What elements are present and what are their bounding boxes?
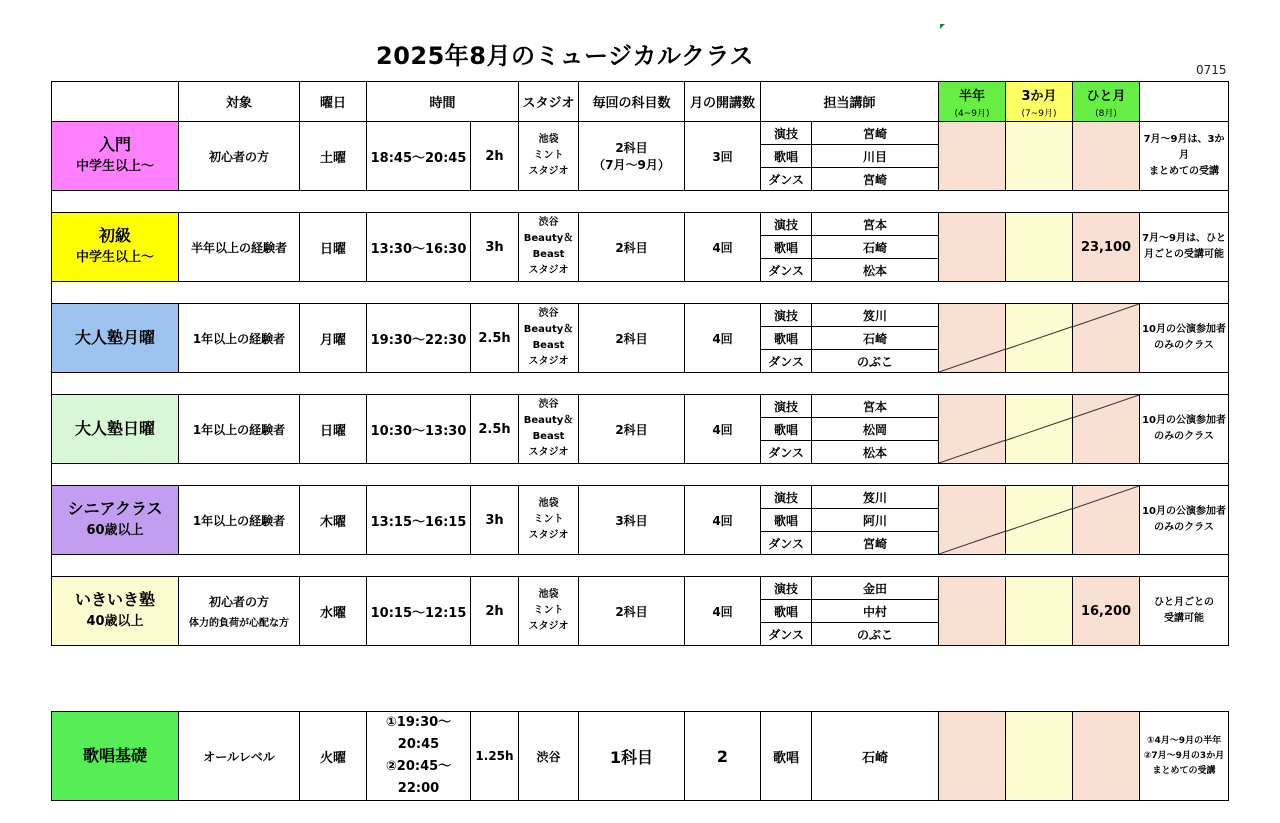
class-subjects-count: 3科目 bbox=[615, 513, 648, 528]
class-note-line: ひと月ごとの bbox=[1154, 597, 1215, 608]
instructor-name: のぶこ bbox=[812, 350, 939, 373]
instructor-subject: 演技 bbox=[761, 213, 812, 236]
class-hours: 2.5h bbox=[471, 304, 519, 373]
instructor-subject: 歌唱 bbox=[761, 236, 812, 259]
class-target bbox=[179, 395, 300, 464]
class-time: 13:15〜16:15 bbox=[367, 486, 471, 555]
header-row bbox=[52, 82, 1229, 122]
class-row bbox=[52, 577, 1229, 600]
instructor-subject: ダンス bbox=[761, 532, 812, 555]
class-note bbox=[1140, 577, 1229, 646]
class-day: 月曜 bbox=[300, 304, 367, 373]
class-studio bbox=[519, 486, 579, 555]
schedule-table bbox=[51, 81, 1229, 646]
price-one-month: 23,100 bbox=[1073, 213, 1140, 282]
studio-line: Beauty＆ bbox=[523, 324, 574, 335]
class-note-line: のみのクラス bbox=[1154, 431, 1214, 442]
class-note bbox=[1140, 304, 1229, 373]
price-half-year bbox=[939, 395, 1006, 464]
class-target-text: 初心者の方 bbox=[208, 595, 269, 609]
instructor-name: 石崎 bbox=[812, 327, 939, 350]
class-note-line: 10月の公演参加者 bbox=[1142, 415, 1226, 426]
class-age: 中学生以上〜 bbox=[75, 159, 154, 174]
instructor-name: 宮本 bbox=[812, 213, 939, 236]
studio-line: ミント bbox=[533, 150, 564, 161]
class-sessions: 4回 bbox=[685, 213, 761, 282]
vocal-subjects: 1科目 bbox=[579, 712, 685, 801]
class-name: いきいき塾 bbox=[74, 590, 155, 609]
class-age: 中学生以上〜 bbox=[75, 250, 154, 265]
class-target bbox=[179, 304, 300, 373]
vocal-hours: 1.25h bbox=[471, 712, 519, 801]
price-one-month bbox=[1073, 122, 1140, 191]
instructor-name: 松岡 bbox=[812, 418, 939, 441]
class-subjects-period: （7月〜9月） bbox=[593, 158, 670, 172]
class-sessions: 4回 bbox=[685, 304, 761, 373]
price-one-month bbox=[1073, 395, 1140, 464]
instructor-subject: ダンス bbox=[761, 623, 812, 646]
vocal-studio: 渋谷 bbox=[519, 712, 579, 801]
class-time: 10:30〜13:30 bbox=[367, 395, 471, 464]
spacer-cell bbox=[1140, 191, 1229, 213]
instructor-name: のぶこ bbox=[812, 623, 939, 646]
strike-line bbox=[939, 486, 1006, 554]
spacer-cell bbox=[1140, 555, 1229, 577]
class-time: 18:45〜20:45 bbox=[367, 122, 471, 191]
price-one-month bbox=[1073, 304, 1140, 373]
studio-line: 渋谷 bbox=[538, 308, 559, 319]
instructor-subject: ダンス bbox=[761, 441, 812, 464]
class-subjects-count: 2科目 bbox=[615, 240, 648, 255]
spacer-cell bbox=[52, 282, 1140, 304]
class-day: 日曜 bbox=[300, 395, 367, 464]
vocal-sessions: 2 bbox=[685, 712, 761, 801]
class-subjects bbox=[579, 122, 685, 191]
class-studio bbox=[519, 122, 579, 191]
strike-line bbox=[1006, 395, 1073, 463]
class-note-line: のみのクラス bbox=[1154, 522, 1214, 533]
header-sessions: 月の開講数 bbox=[685, 82, 761, 122]
vocal-instructor: 石崎 bbox=[812, 712, 939, 801]
price-three-month bbox=[1006, 304, 1073, 373]
class-time: 10:15〜12:15 bbox=[367, 577, 471, 646]
class-studio bbox=[519, 395, 579, 464]
spacer-cell bbox=[52, 555, 1140, 577]
class-hours: 3h bbox=[471, 213, 519, 282]
class-name: 入門 bbox=[98, 135, 131, 154]
class-name-cell bbox=[52, 577, 179, 646]
class-hours: 2h bbox=[471, 577, 519, 646]
studio-line: スタジオ bbox=[528, 356, 569, 367]
class-hours: 2.5h bbox=[471, 395, 519, 464]
strike-line bbox=[1073, 304, 1140, 372]
class-target bbox=[179, 486, 300, 555]
class-subjects-count: 2科目 bbox=[615, 141, 648, 155]
instructor-subject: 演技 bbox=[761, 486, 812, 509]
spacer-cell bbox=[1140, 373, 1229, 395]
strike-line bbox=[939, 304, 1006, 372]
vocal-time-2: ②20:45〜22:00 bbox=[385, 759, 452, 796]
class-subjects bbox=[579, 486, 685, 555]
spacer-row bbox=[52, 555, 1229, 577]
cell-corner-marker bbox=[940, 24, 945, 29]
class-note-line: まとめての受講 bbox=[1149, 166, 1220, 177]
class-target bbox=[179, 577, 300, 646]
class-name-cell bbox=[52, 213, 179, 282]
price-three-month bbox=[1006, 486, 1073, 555]
class-time: 13:30〜16:30 bbox=[367, 213, 471, 282]
class-name: 初級 bbox=[98, 226, 131, 245]
instructor-name: 笈川 bbox=[812, 304, 939, 327]
spacer-cell bbox=[52, 373, 1140, 395]
vocal-class-name: 歌唱基礎 bbox=[52, 712, 179, 801]
studio-line: 渋谷 bbox=[538, 217, 559, 228]
class-studio bbox=[519, 213, 579, 282]
header-half-year-label: 半年 bbox=[959, 88, 986, 104]
header-one-month bbox=[1073, 82, 1140, 122]
class-note-line: 10月の公演参加者 bbox=[1142, 506, 1226, 517]
price-half-year bbox=[939, 122, 1006, 191]
vocal-target: オールレベル bbox=[179, 712, 300, 801]
instructor-subject: 歌唱 bbox=[761, 327, 812, 350]
instructor-name: 松本 bbox=[812, 441, 939, 464]
vocal-subject: 歌唱 bbox=[761, 712, 812, 801]
spacer-row bbox=[52, 464, 1229, 486]
instructor-subject: 演技 bbox=[761, 577, 812, 600]
class-target bbox=[179, 213, 300, 282]
spacer-cell bbox=[1140, 282, 1229, 304]
class-age: 40歳以上 bbox=[86, 614, 144, 629]
class-row bbox=[52, 213, 1229, 236]
instructor-subject: ダンス bbox=[761, 350, 812, 373]
header-time: 時間 bbox=[367, 82, 519, 122]
class-note-line: 10月の公演参加者 bbox=[1142, 324, 1226, 335]
header-half-year bbox=[939, 82, 1006, 122]
studio-line: Beauty＆ bbox=[523, 233, 574, 244]
class-note-line: のみのクラス bbox=[1154, 340, 1214, 351]
price-three-month bbox=[1006, 122, 1073, 191]
price-three-month bbox=[1006, 395, 1073, 464]
studio-line: ミント bbox=[533, 605, 564, 616]
vocal-price-half-year bbox=[939, 712, 1006, 801]
header-instructor: 担当講師 bbox=[761, 82, 939, 122]
class-target-text-2: 体力的負荷が心配な方 bbox=[189, 618, 289, 629]
header-target: 対象 bbox=[179, 82, 300, 122]
price-half-year bbox=[939, 577, 1006, 646]
strike-line bbox=[1073, 395, 1140, 463]
class-note bbox=[1140, 122, 1229, 191]
studio-line: スタジオ bbox=[528, 166, 569, 177]
vocal-note-line: ②7月〜9月の3か月 bbox=[1143, 750, 1225, 761]
class-note-line: 月ごとの受講可能 bbox=[1144, 249, 1225, 260]
class-row bbox=[52, 304, 1229, 327]
class-studio bbox=[519, 577, 579, 646]
instructor-name: 宮本 bbox=[812, 395, 939, 418]
class-row bbox=[52, 486, 1229, 509]
header-half-year-sub: (4~9月) bbox=[954, 108, 990, 119]
instructor-subject: 歌唱 bbox=[761, 418, 812, 441]
header-subjects: 毎回の科目数 bbox=[579, 82, 685, 122]
class-sessions: 4回 bbox=[685, 395, 761, 464]
document-code: 0715 bbox=[1196, 63, 1227, 77]
price-half-year bbox=[939, 486, 1006, 555]
instructor-name: 中村 bbox=[812, 600, 939, 623]
class-row bbox=[52, 122, 1229, 145]
vocal-note-line: まとめての受講 bbox=[1152, 765, 1216, 776]
instructor-name: 石崎 bbox=[812, 236, 939, 259]
instructor-subject: 歌唱 bbox=[761, 600, 812, 623]
class-target-text: 初心者の方 bbox=[208, 149, 269, 164]
header-blank bbox=[52, 82, 179, 122]
instructor-subject: 演技 bbox=[761, 122, 812, 145]
class-time: 19:30〜22:30 bbox=[367, 304, 471, 373]
instructor-name: 宮崎 bbox=[812, 122, 939, 145]
header-one-month-sub: (8月) bbox=[1095, 108, 1117, 119]
instructor-subject: ダンス bbox=[761, 259, 812, 282]
class-day: 土曜 bbox=[300, 122, 367, 191]
spacer-row bbox=[52, 191, 1229, 213]
class-day: 日曜 bbox=[300, 213, 367, 282]
spacer-cell bbox=[1140, 464, 1229, 486]
vocal-note-line: ①4月〜9月の半年 bbox=[1146, 735, 1222, 746]
studio-line: スタジオ bbox=[528, 530, 569, 541]
price-half-year bbox=[939, 213, 1006, 282]
instructor-subject: ダンス bbox=[761, 168, 812, 191]
header-studio: スタジオ bbox=[519, 82, 579, 122]
class-name: シニアクラス bbox=[67, 499, 163, 518]
class-target-text: 1年以上の経験者 bbox=[192, 513, 286, 528]
instructor-name: 松本 bbox=[812, 259, 939, 282]
class-sessions: 4回 bbox=[685, 486, 761, 555]
studio-line: Beast bbox=[532, 431, 565, 442]
instructor-name: 宮崎 bbox=[812, 168, 939, 191]
instructor-name: 川目 bbox=[812, 145, 939, 168]
class-name-cell bbox=[52, 395, 179, 464]
header-note bbox=[1140, 82, 1229, 122]
class-hours: 2h bbox=[471, 122, 519, 191]
class-row bbox=[52, 395, 1229, 418]
class-subjects bbox=[579, 395, 685, 464]
strike-line bbox=[939, 395, 1006, 463]
price-one-month: 16,200 bbox=[1073, 577, 1140, 646]
studio-line: スタジオ bbox=[528, 447, 569, 458]
class-subjects-count: 2科目 bbox=[615, 604, 648, 619]
vocal-row bbox=[52, 712, 1229, 801]
spacer-cell bbox=[52, 191, 1140, 213]
vocal-time bbox=[367, 712, 471, 801]
page-title: 2025年8月のミュージカルクラス bbox=[376, 42, 754, 70]
class-subjects bbox=[579, 577, 685, 646]
vocal-price-one-month bbox=[1073, 712, 1140, 801]
class-sessions: 4回 bbox=[685, 577, 761, 646]
instructor-subject: 歌唱 bbox=[761, 509, 812, 532]
vocal-class-table bbox=[51, 711, 1229, 801]
class-name-cell bbox=[52, 486, 179, 555]
studio-line: 池袋 bbox=[538, 589, 559, 600]
vocal-time-1: ①19:30〜20:45 bbox=[385, 715, 452, 752]
strike-line bbox=[1073, 486, 1140, 554]
class-sessions: 3回 bbox=[685, 122, 761, 191]
instructor-subject: 歌唱 bbox=[761, 145, 812, 168]
strike-line bbox=[1006, 304, 1073, 372]
spacer-row bbox=[52, 282, 1229, 304]
price-three-month bbox=[1006, 213, 1073, 282]
studio-line: Beast bbox=[532, 249, 565, 260]
price-one-month bbox=[1073, 486, 1140, 555]
vocal-day: 火曜 bbox=[300, 712, 367, 801]
class-target-text: 1年以上の経験者 bbox=[192, 331, 286, 346]
spacer-row bbox=[52, 373, 1229, 395]
header-three-month-sub: (7~9月) bbox=[1021, 108, 1057, 119]
instructor-name: 宮崎 bbox=[812, 532, 939, 555]
studio-line: ミント bbox=[533, 514, 564, 525]
instructor-name: 金田 bbox=[812, 577, 939, 600]
class-day: 水曜 bbox=[300, 577, 367, 646]
header-three-month-label: 3か月 bbox=[1021, 88, 1057, 104]
class-target-text: 半年以上の経験者 bbox=[190, 240, 287, 255]
class-note-line: 7月〜9月は、3か月 bbox=[1143, 134, 1225, 161]
price-half-year bbox=[939, 304, 1006, 373]
instructor-subject: 演技 bbox=[761, 304, 812, 327]
class-name-cell bbox=[52, 304, 179, 373]
studio-line: 池袋 bbox=[538, 498, 559, 509]
instructor-subject: 演技 bbox=[761, 395, 812, 418]
header-day: 曜日 bbox=[300, 82, 367, 122]
studio-line: スタジオ bbox=[528, 621, 569, 632]
header-one-month-label: ひと月 bbox=[1086, 88, 1126, 104]
class-age: 60歳以上 bbox=[86, 523, 144, 538]
class-subjects-count: 2科目 bbox=[615, 422, 648, 437]
vocal-note bbox=[1140, 712, 1229, 801]
class-day: 木曜 bbox=[300, 486, 367, 555]
class-target-text: 1年以上の経験者 bbox=[192, 422, 286, 437]
class-subjects bbox=[579, 304, 685, 373]
class-note bbox=[1140, 486, 1229, 555]
strike-line bbox=[1006, 486, 1073, 554]
spacer-cell bbox=[52, 464, 1140, 486]
class-name: 大人塾日曜 bbox=[74, 419, 155, 438]
class-note bbox=[1140, 395, 1229, 464]
class-name: 大人塾月曜 bbox=[74, 328, 155, 347]
class-hours: 3h bbox=[471, 486, 519, 555]
instructor-name: 阿川 bbox=[812, 509, 939, 532]
class-note-line: 7月〜9月は、ひと bbox=[1142, 233, 1226, 244]
vocal-price-three-month bbox=[1006, 712, 1073, 801]
class-target bbox=[179, 122, 300, 191]
price-three-month bbox=[1006, 577, 1073, 646]
class-subjects-count: 2科目 bbox=[615, 331, 648, 346]
class-subjects bbox=[579, 213, 685, 282]
studio-line: スタジオ bbox=[528, 265, 569, 276]
class-studio bbox=[519, 304, 579, 373]
studio-line: Beauty＆ bbox=[523, 415, 574, 426]
class-note-line: 受講可能 bbox=[1164, 613, 1205, 624]
studio-line: 池袋 bbox=[538, 134, 559, 145]
instructor-name: 笈川 bbox=[812, 486, 939, 509]
class-note bbox=[1140, 213, 1229, 282]
header-three-month bbox=[1006, 82, 1073, 122]
studio-line: 渋谷 bbox=[538, 399, 559, 410]
studio-line: Beast bbox=[532, 340, 565, 351]
class-name-cell bbox=[52, 122, 179, 191]
